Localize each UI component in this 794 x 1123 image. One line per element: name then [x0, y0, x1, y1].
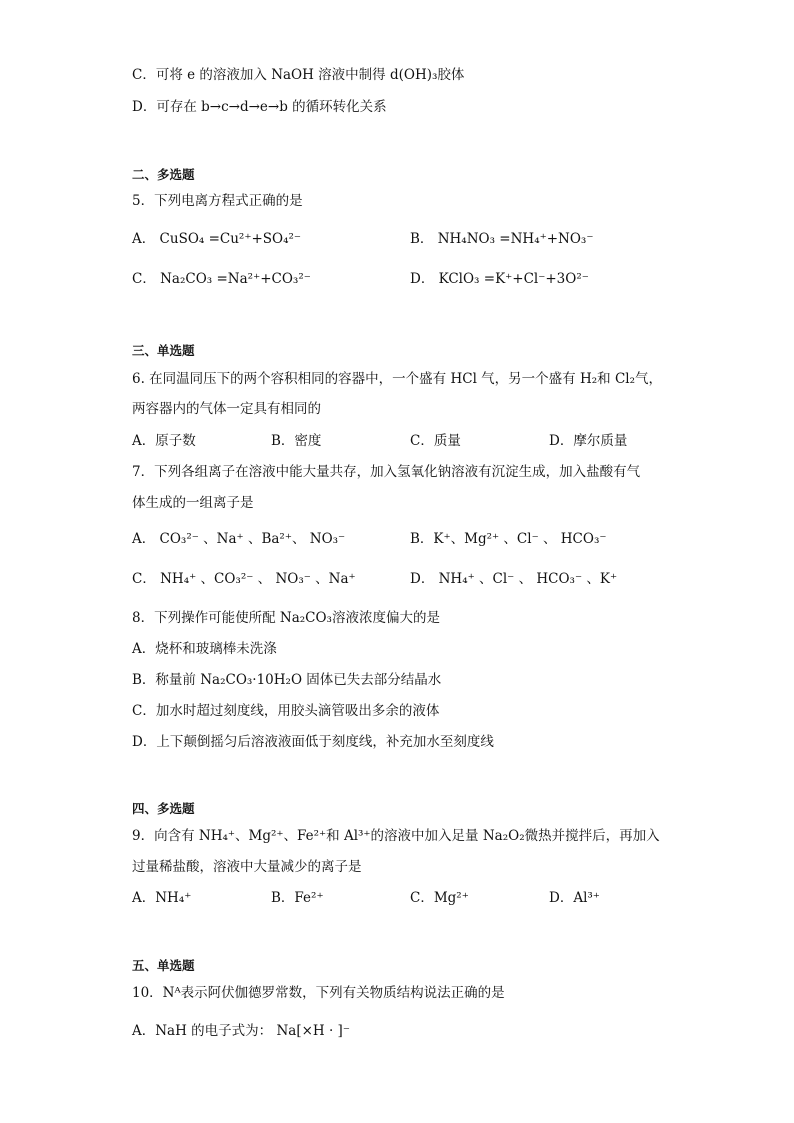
q5-stem: 5．下列电离方程式正确的是 [132, 193, 303, 209]
q9-option-b: B．Fe²⁺ [271, 890, 324, 906]
q9-stem-line2: 过量稀盐酸，溶液中大量减少的离子是 [132, 859, 362, 875]
q8-option-a: A．烧杯和玻璃棒未洗涤 [132, 641, 277, 657]
q4-option-d: D．可存在 b→c→d→e→b 的循环转化关系 [132, 99, 387, 115]
q5-option-b: B． NH₄NO₃ =NH₄⁺+NO₃⁻ [410, 231, 594, 247]
q9-option-d: D．Al³⁺ [549, 890, 600, 906]
q6-stem-line2: 两容器内的气体一定具有相同的 [132, 401, 321, 417]
q9-option-c: C．Mg²⁺ [410, 890, 469, 906]
q7-stem-line2: 体生成的一组离子是 [132, 495, 254, 511]
q7-stem-line1: 7．下列各组离子在溶液中能大量共存，加入氢氧化钠溶液有沉淀生成，加入盐酸有气 [132, 464, 641, 480]
q6-option-a: A．原子数 [132, 433, 196, 449]
q10-stem: 10．Nᴬ表示阿伏伽德罗常数，下列有关物质结构说法正确的是 [132, 985, 505, 1001]
q8-option-d: D．上下颠倒摇匀后溶液液面低于刻度线，补充加水至刻度线 [132, 734, 494, 750]
q8-option-c: C．加水时超过刻度线，用胶头滴管吸出多余的液体 [132, 703, 440, 719]
q7-option-d: D． NH₄⁺ 、Cl⁻ 、 HCO₃⁻ 、K⁺ [410, 571, 618, 587]
section-heading-single-1: 三、单选题 [132, 343, 195, 358]
q9-stem-line1: 9．向含有 NH₄⁺、Mg²⁺、Fe²⁺和 Al³⁺的溶液中加入足量 Na₂O₂微热并搅拌后，再加入 [132, 828, 660, 844]
q5-option-c: C． Na₂CO₃ =Na²⁺+CO₃²⁻ [132, 271, 311, 287]
q7-option-c: C． NH₄⁺ 、CO₃²⁻ 、 NO₃⁻ 、Na⁺ [132, 571, 356, 587]
q7-option-b: B．K⁺、Mg²⁺ 、Cl⁻ 、 HCO₃⁻ [410, 531, 607, 547]
q6-option-b: B．密度 [271, 433, 322, 449]
q6-option-c: C．质量 [410, 433, 461, 449]
section-heading-multi-2: 四、多选题 [132, 801, 195, 816]
q7-option-a: A． CO₃²⁻ 、Na⁺ 、Ba²⁺、 NO₃⁻ [132, 531, 346, 547]
section-heading-single-2: 五、单选题 [132, 958, 195, 973]
q5-option-a: A． CuSO₄ =Cu²⁺+SO₄²⁻ [132, 231, 302, 247]
q6-stem-line1: 6. 在同温同压下的两个容积相同的容器中，一个盛有 HCl 气，另一个盛有 H₂和 Cl₂气， [132, 371, 662, 387]
q4-option-c: C．可将 e 的溶液加入 NaOH 溶液中制得 d(OH)₃胶体 [132, 67, 465, 83]
q9-option-a: A．NH₄⁺ [132, 890, 192, 906]
q5-option-d: D． KClO₃ =K⁺+Cl⁻+3O²⁻ [410, 271, 589, 287]
section-heading-multi-1: 二、多选题 [132, 167, 195, 182]
q8-option-b: B．称量前 Na₂CO₃·10H₂O 固体已失去部分结晶水 [132, 672, 442, 688]
q6-option-d: D．摩尔质量 [549, 433, 628, 449]
q10-option-a: A．NaH 的电子式为： Na[×H · ]⁻ [132, 1023, 350, 1039]
q8-stem: 8．下列操作可能使所配 Na₂CO₃溶液浓度偏大的是 [132, 610, 440, 626]
